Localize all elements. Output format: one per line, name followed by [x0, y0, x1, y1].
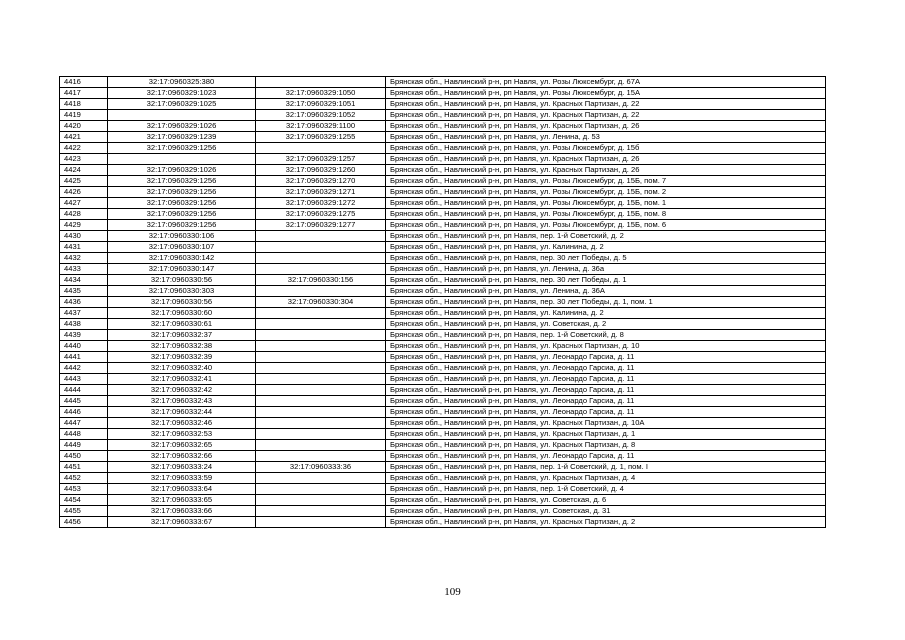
table-row [60, 429, 826, 440]
table-row [60, 220, 826, 231]
address-cell: Брянская обл., Навлинский р-н, рп Навля, ул. Красных Партизан, д. 22 [386, 99, 826, 110]
related-cadastral-number-cell: 32:17:0960329:1271 [256, 187, 386, 198]
related-cadastral-number-cell [256, 352, 386, 363]
cadastral-number-cell: 32:17:0960332:39 [108, 352, 256, 363]
address-cell: Брянская обл., Навлинский р-н, рп Навля, ул. Красных Партизан, д. 10А [386, 418, 826, 429]
related-cadastral-number-cell: 32:17:0960329:1052 [256, 110, 386, 121]
address-cell: Брянская обл., Навлинский р-н, рп Навля, ул. Леонардо Гарсиа, д. 11 [386, 385, 826, 396]
cadastral-number-cell: 32:17:0960332:46 [108, 418, 256, 429]
address-cell: Брянская обл., Навлинский р-н, рп Навля, ул. Красных Партизан, д. 26 [386, 165, 826, 176]
table-row [60, 341, 826, 352]
related-cadastral-number-cell: 32:17:0960329:1277 [256, 220, 386, 231]
table-row [60, 407, 826, 418]
address-cell: Брянская обл., Навлинский р-н, рп Навля, ул. Леонардо Гарсиа, д. 11 [386, 352, 826, 363]
table-row [60, 462, 826, 473]
related-cadastral-number-cell [256, 264, 386, 275]
table-row [60, 286, 826, 297]
table-row [60, 451, 826, 462]
table-row [60, 253, 826, 264]
row-number-cell: 4422 [60, 143, 108, 154]
cadastral-number-cell: 32:17:0960329:1026 [108, 121, 256, 132]
table-row [60, 374, 826, 385]
address-cell: Брянская обл., Навлинский р-н, рп Навля, ул. Розы Люксембург, д. 15Б, пом. 2 [386, 187, 826, 198]
cadastral-number-cell: 32:17:0960332:41 [108, 374, 256, 385]
row-number-cell: 4449 [60, 440, 108, 451]
cadastral-number-cell: 32:17:0960329:1256 [108, 143, 256, 154]
row-number-cell: 4418 [60, 99, 108, 110]
cadastral-number-cell: 32:17:0960330:61 [108, 319, 256, 330]
address-cell: Брянская обл., Навлинский р-н, рп Навля, ул. Ленина, д. 53 [386, 132, 826, 143]
row-number-cell: 4452 [60, 473, 108, 484]
related-cadastral-number-cell [256, 341, 386, 352]
address-cell: Брянская обл., Навлинский р-н, рп Навля, пер. 30 лет Победы, д. 1, пом. 1 [386, 297, 826, 308]
address-cell: Брянская обл., Навлинский р-н, рп Навля, ул. Розы Люксембург, д. 15б [386, 143, 826, 154]
related-cadastral-number-cell [256, 495, 386, 506]
table-row [60, 484, 826, 495]
address-cell: Брянская обл., Навлинский р-н, рп Навля, ул. Красных Партизан, д. 4 [386, 473, 826, 484]
related-cadastral-number-cell [256, 242, 386, 253]
related-cadastral-number-cell [256, 308, 386, 319]
row-number-cell: 4451 [60, 462, 108, 473]
table-row [60, 264, 826, 275]
cadastral-number-cell: 32:17:0960325:380 [108, 77, 256, 88]
table-row [60, 231, 826, 242]
address-cell: Брянская обл., Навлинский р-н, рп Навля, ул. Ленина, д. 36а [386, 264, 826, 275]
row-number-cell: 4426 [60, 187, 108, 198]
related-cadastral-number-cell [256, 253, 386, 264]
address-cell: Брянская обл., Навлинский р-н, рп Навля, ул. Леонардо Гарсиа, д. 11 [386, 363, 826, 374]
cadastral-number-cell: 32:17:0960330:142 [108, 253, 256, 264]
related-cadastral-number-cell [256, 407, 386, 418]
related-cadastral-number-cell [256, 429, 386, 440]
address-cell: Брянская обл., Навлинский р-н, рп Навля, ул. Розы Люксембург, д. 15Б, пом. 8 [386, 209, 826, 220]
cadastral-number-cell: 32:17:0960330:106 [108, 231, 256, 242]
cadastral-number-cell: 32:17:0960332:42 [108, 385, 256, 396]
table-row [60, 154, 826, 165]
cadastral-number-cell: 32:17:0960330:303 [108, 286, 256, 297]
table-row [60, 88, 826, 99]
table-row [60, 440, 826, 451]
address-cell: Брянская обл., Навлинский р-н, рп Навля, ул. Леонардо Гарсиа, д. 11 [386, 374, 826, 385]
address-cell: Брянская обл., Навлинский р-н, рп Навля, пер. 30 лет Победы, д. 5 [386, 253, 826, 264]
row-number-cell: 4448 [60, 429, 108, 440]
row-number-cell: 4441 [60, 352, 108, 363]
row-number-cell: 4453 [60, 484, 108, 495]
related-cadastral-number-cell [256, 286, 386, 297]
page-number: 109 [444, 586, 461, 598]
related-cadastral-number-cell [256, 440, 386, 451]
address-cell: Брянская обл., Навлинский р-н, рп Навля, ул. Красных Партизан, д. 26 [386, 121, 826, 132]
table-row [60, 110, 826, 121]
address-cell: Брянская обл., Навлинский р-н, рп Навля, ул. Калинина, д. 2 [386, 308, 826, 319]
table-row [60, 396, 826, 407]
table-row [60, 385, 826, 396]
row-number-cell: 4425 [60, 176, 108, 187]
related-cadastral-number-cell: 32:17:0960330:156 [256, 275, 386, 286]
table-row [60, 198, 826, 209]
cadastral-number-cell: 32:17:0960332:40 [108, 363, 256, 374]
cadastral-number-cell: 32:17:0960332:53 [108, 429, 256, 440]
related-cadastral-number-cell: 32:17:0960329:1100 [256, 121, 386, 132]
address-cell: Брянская обл., Навлинский р-н, рп Навля, ул. Калинина, д. 2 [386, 242, 826, 253]
row-number-cell: 4432 [60, 253, 108, 264]
table-row [60, 121, 826, 132]
related-cadastral-number-cell [256, 363, 386, 374]
related-cadastral-number-cell [256, 418, 386, 429]
cadastral-number-cell: 32:17:0960329:1256 [108, 187, 256, 198]
cadastral-number-cell: 32:17:0960332:65 [108, 440, 256, 451]
address-cell: Брянская обл., Навлинский р-н, рп Навля, пер. 1-й Советский, д. 2 [386, 231, 826, 242]
row-number-cell: 4444 [60, 385, 108, 396]
cadastral-number-cell: 32:17:0960332:37 [108, 330, 256, 341]
address-cell: Брянская обл., Навлинский р-н, рп Навля, ул. Красных Партизан, д. 10 [386, 341, 826, 352]
address-cell: Брянская обл., Навлинский р-н, рп Навля, ул. Розы Люксембург, д. 67А [386, 77, 826, 88]
table-row [60, 319, 826, 330]
related-cadastral-number-cell: 32:17:0960330:304 [256, 297, 386, 308]
related-cadastral-number-cell [256, 451, 386, 462]
related-cadastral-number-cell [256, 319, 386, 330]
related-cadastral-number-cell [256, 473, 386, 484]
address-cell: Брянская обл., Навлинский р-н, рп Навля, ул. Красных Партизан, д. 2 [386, 517, 826, 528]
cadastral-number-cell: 32:17:0960330:107 [108, 242, 256, 253]
cadastral-number-cell: 32:17:0960329:1256 [108, 176, 256, 187]
related-cadastral-number-cell [256, 330, 386, 341]
related-cadastral-number-cell: 32:17:0960333:36 [256, 462, 386, 473]
row-number-cell: 4419 [60, 110, 108, 121]
row-number-cell: 4439 [60, 330, 108, 341]
address-cell: Брянская обл., Навлинский р-н, рп Навля, ул. Красных Партизан, д. 1 [386, 429, 826, 440]
table-row [60, 506, 826, 517]
cadastral-number-cell: 32:17:0960333:64 [108, 484, 256, 495]
related-cadastral-number-cell: 32:17:0960329:1272 [256, 198, 386, 209]
row-number-cell: 4433 [60, 264, 108, 275]
table-row [60, 495, 826, 506]
address-cell: Брянская обл., Навлинский р-н, рп Навля, ул. Леонардо Гарсиа, д. 11 [386, 396, 826, 407]
cadastral-number-cell: 32:17:0960329:1026 [108, 165, 256, 176]
cadastral-number-cell: 32:17:0960332:44 [108, 407, 256, 418]
row-number-cell: 4417 [60, 88, 108, 99]
row-number-cell: 4430 [60, 231, 108, 242]
address-cell: Брянская обл., Навлинский р-н, рп Навля, ул. Розы Люксембург, д. 15Б, пом. 1 [386, 198, 826, 209]
related-cadastral-number-cell [256, 143, 386, 154]
related-cadastral-number-cell: 32:17:0960329:1051 [256, 99, 386, 110]
row-number-cell: 4421 [60, 132, 108, 143]
table-row [60, 143, 826, 154]
cadastral-number-cell: 32:17:0960332:66 [108, 451, 256, 462]
table-row [60, 77, 826, 88]
table-row [60, 209, 826, 220]
table-row [60, 242, 826, 253]
address-cell: Брянская обл., Навлинский р-н, рп Навля, пер. 1-й Советский, д. 4 [386, 484, 826, 495]
table-row [60, 99, 826, 110]
row-number-cell: 4447 [60, 418, 108, 429]
cadastral-number-cell: 32:17:0960332:38 [108, 341, 256, 352]
address-cell: Брянская обл., Навлинский р-н, рп Навля, ул. Красных Партизан, д. 8 [386, 440, 826, 451]
cadastral-number-cell: 32:17:0960330:56 [108, 275, 256, 286]
row-number-cell: 4454 [60, 495, 108, 506]
address-cell: Брянская обл., Навлинский р-н, рп Навля, ул. Ленина, д. 36А [386, 286, 826, 297]
row-number-cell: 4446 [60, 407, 108, 418]
row-number-cell: 4436 [60, 297, 108, 308]
address-cell: Брянская обл., Навлинский р-н, рп Навля, ул. Розы Люксембург, д. 15Б, пом. 6 [386, 220, 826, 231]
cadastral-number-cell: 32:17:0960333:67 [108, 517, 256, 528]
cadastral-number-cell: 32:17:0960329:1239 [108, 132, 256, 143]
related-cadastral-number-cell: 32:17:0960329:1255 [256, 132, 386, 143]
related-cadastral-number-cell [256, 396, 386, 407]
cadastral-number-cell: 32:17:0960330:60 [108, 308, 256, 319]
related-cadastral-number-cell [256, 484, 386, 495]
related-cadastral-number-cell [256, 231, 386, 242]
row-number-cell: 4424 [60, 165, 108, 176]
cadastral-number-cell [108, 154, 256, 165]
cadastral-number-cell: 32:17:0960333:24 [108, 462, 256, 473]
row-number-cell: 4416 [60, 77, 108, 88]
table-row [60, 352, 826, 363]
address-cell: Брянская обл., Навлинский р-н, рп Навля, пер. 1-й Советский, д. 8 [386, 330, 826, 341]
cadastral-number-cell: 32:17:0960329:1025 [108, 99, 256, 110]
table-row [60, 363, 826, 374]
table-row [60, 176, 826, 187]
row-number-cell: 4434 [60, 275, 108, 286]
address-cell: Брянская обл., Навлинский р-н, рп Навля, ул. Розы Люксембург, д. 15Б, пом. 7 [386, 176, 826, 187]
table-row [60, 297, 826, 308]
row-number-cell: 4455 [60, 506, 108, 517]
row-number-cell: 4420 [60, 121, 108, 132]
related-cadastral-number-cell [256, 374, 386, 385]
related-cadastral-number-cell: 32:17:0960329:1260 [256, 165, 386, 176]
cadastral-number-cell: 32:17:0960330:56 [108, 297, 256, 308]
row-number-cell: 4440 [60, 341, 108, 352]
table-row [60, 275, 826, 286]
table-row [60, 473, 826, 484]
cadastral-number-cell: 32:17:0960329:1256 [108, 198, 256, 209]
cadastral-number-cell: 32:17:0960330:147 [108, 264, 256, 275]
row-number-cell: 4442 [60, 363, 108, 374]
row-number-cell: 4445 [60, 396, 108, 407]
address-cell: Брянская обл., Навлинский р-н, рп Навля, ул. Розы Люксембург, д. 15А [386, 88, 826, 99]
cadastral-number-cell: 32:17:0960332:43 [108, 396, 256, 407]
row-number-cell: 4456 [60, 517, 108, 528]
row-number-cell: 4427 [60, 198, 108, 209]
row-number-cell: 4435 [60, 286, 108, 297]
address-cell: Брянская обл., Навлинский р-н, рп Навля, ул. Леонардо Гарсиа, д. 11 [386, 451, 826, 462]
table-row [60, 165, 826, 176]
cadastral-number-cell: 32:17:0960333:59 [108, 473, 256, 484]
related-cadastral-number-cell: 32:17:0960329:1050 [256, 88, 386, 99]
cadastral-number-cell: 32:17:0960333:65 [108, 495, 256, 506]
row-number-cell: 4423 [60, 154, 108, 165]
related-cadastral-number-cell: 32:17:0960329:1275 [256, 209, 386, 220]
cadastral-number-cell: 32:17:0960329:1256 [108, 209, 256, 220]
address-cell: Брянская обл., Навлинский р-н, рп Навля, ул. Советская, д. 2 [386, 319, 826, 330]
table-row [60, 132, 826, 143]
row-number-cell: 4437 [60, 308, 108, 319]
property-registry-table [59, 76, 826, 528]
row-number-cell: 4429 [60, 220, 108, 231]
related-cadastral-number-cell: 32:17:0960329:1270 [256, 176, 386, 187]
address-cell: Брянская обл., Навлинский р-н, рп Навля, ул. Советская, д. 31 [386, 506, 826, 517]
address-cell: Брянская обл., Навлинский р-н, рп Навля, ул. Советская, д. 6 [386, 495, 826, 506]
table-row [60, 187, 826, 198]
table-row [60, 308, 826, 319]
related-cadastral-number-cell [256, 517, 386, 528]
cadastral-number-cell: 32:17:0960329:1023 [108, 88, 256, 99]
table-row [60, 330, 826, 341]
table-row [60, 418, 826, 429]
row-number-cell: 4438 [60, 319, 108, 330]
row-number-cell: 4428 [60, 209, 108, 220]
row-number-cell: 4443 [60, 374, 108, 385]
cadastral-number-cell: 32:17:0960333:66 [108, 506, 256, 517]
related-cadastral-number-cell: 32:17:0960329:1257 [256, 154, 386, 165]
registry-table-body [60, 77, 826, 528]
address-cell: Брянская обл., Навлинский р-н, рп Навля, ул. Красных Партизан, д. 22 [386, 110, 826, 121]
address-cell: Брянская обл., Навлинский р-н, рп Навля, пер. 1-й Советский, д. 1, пом. I [386, 462, 826, 473]
related-cadastral-number-cell [256, 77, 386, 88]
row-number-cell: 4431 [60, 242, 108, 253]
address-cell: Брянская обл., Навлинский р-н, рп Навля, ул. Красных Партизан, д. 26 [386, 154, 826, 165]
cadastral-number-cell: 32:17:0960329:1256 [108, 220, 256, 231]
table-row [60, 517, 826, 528]
address-cell: Брянская обл., Навлинский р-н, рп Навля, пер. 30 лет Победы, д. 1 [386, 275, 826, 286]
address-cell: Брянская обл., Навлинский р-н, рп Навля, ул. Леонардо Гарсиа, д. 11 [386, 407, 826, 418]
row-number-cell: 4450 [60, 451, 108, 462]
related-cadastral-number-cell [256, 506, 386, 517]
cadastral-number-cell [108, 110, 256, 121]
related-cadastral-number-cell [256, 385, 386, 396]
